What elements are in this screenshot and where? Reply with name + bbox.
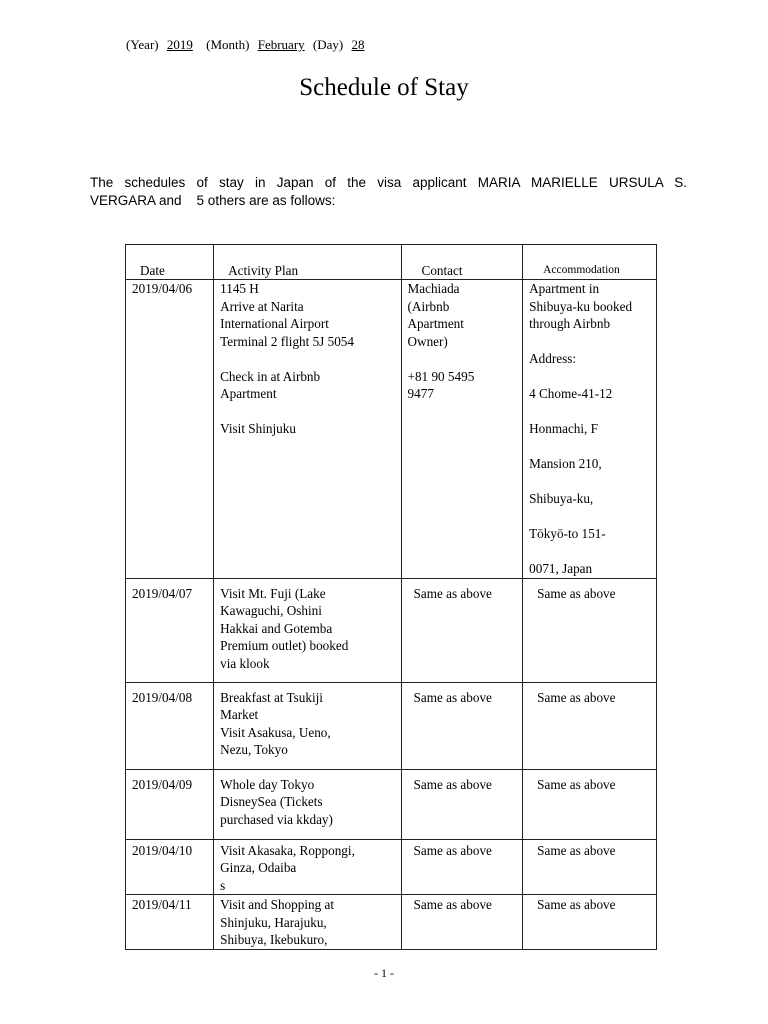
cell-accommodation: Same as above <box>523 578 657 682</box>
page-title: Schedule of Stay <box>299 74 469 101</box>
document-date-line <box>126 37 370 53</box>
cell-contact: Same as above <box>401 895 523 950</box>
cell-date: 2019/04/10 <box>126 839 214 895</box>
cell-activity: Visit Akasaka, Roppongi, Ginza, Odaiba s <box>214 839 401 895</box>
cell-contact: Same as above <box>401 682 523 769</box>
table-row <box>126 682 657 769</box>
cell-contact: Machiada (Airbnb Apartment Owner) +81 90 5495 9477 <box>401 280 523 579</box>
cell-activity: Visit Mt. Fuji (Lake Kawaguchi, Oshini Hakkai and Gotemba Premium outlet) booked via klook <box>214 578 401 682</box>
table-header-row <box>126 245 657 280</box>
cell-date: 2019/04/06 <box>126 280 214 579</box>
cell-date: 2019/04/11 <box>126 895 214 950</box>
cell-accommodation: Apartment in Shibuya-ku booked through Airbnb Address: 4 Chome-41-12 Honmachi, F Mansion 210, Shibuya-ku, Tōkyō-to 151- 0071, Japan <box>523 280 657 579</box>
cell-accommodation: Same as above <box>523 682 657 769</box>
cell-activity: Whole day Tokyo DisneySea (Tickets purchased via kkday) <box>214 769 401 839</box>
table-row <box>126 769 657 839</box>
intro-line-1: The schedules of stay in Japan of the visa applicant MARIA MARIELLE URSULA S. <box>90 175 687 190</box>
table-row <box>126 578 657 682</box>
schedule-table <box>125 244 657 950</box>
header-date: Date <box>126 245 214 280</box>
cell-contact: Same as above <box>401 578 523 682</box>
header-contact: Contact <box>401 245 523 280</box>
cell-contact: Same as above <box>401 769 523 839</box>
cell-activity: 1145 H Arrive at Narita International Airport Terminal 2 flight 5J 5054 Check in at Airbnb Apartment Visit Shinjuku <box>214 280 401 579</box>
day-value: 28 <box>351 37 365 52</box>
cell-date: 2019/04/08 <box>126 682 214 769</box>
month-label: (Month) <box>206 37 250 52</box>
day-label: (Day) <box>312 37 344 52</box>
cell-date: 2019/04/07 <box>126 578 214 682</box>
year-label: (Year) <box>126 37 159 52</box>
table-row <box>126 839 657 895</box>
cell-accommodation: Same as above <box>523 769 657 839</box>
cell-date: 2019/04/09 <box>126 769 214 839</box>
header-activity-plan: Activity Plan <box>214 245 401 280</box>
cell-contact: Same as above <box>401 839 523 895</box>
header-accommodation: Accommodation <box>523 245 657 280</box>
cell-activity: Breakfast at Tsukiji Market Visit Asakusa, Ueno, Nezu, Tokyo <box>214 682 401 769</box>
cell-activity: Visit and Shopping at Shinjuku, Harajuku, Shibuya, Ikebukuro, <box>214 895 401 950</box>
intro-paragraph <box>90 174 687 210</box>
cell-accommodation: Same as above <box>523 895 657 950</box>
year-value: 2019 <box>166 37 193 52</box>
cell-accommodation: Same as above <box>523 839 657 895</box>
table-row <box>126 280 657 579</box>
month-value: February <box>257 37 305 52</box>
page-number: - 1 - <box>374 966 394 980</box>
table-row <box>126 895 657 950</box>
intro-line-2: VERGARA and 5 others are as follows: <box>90 193 336 208</box>
